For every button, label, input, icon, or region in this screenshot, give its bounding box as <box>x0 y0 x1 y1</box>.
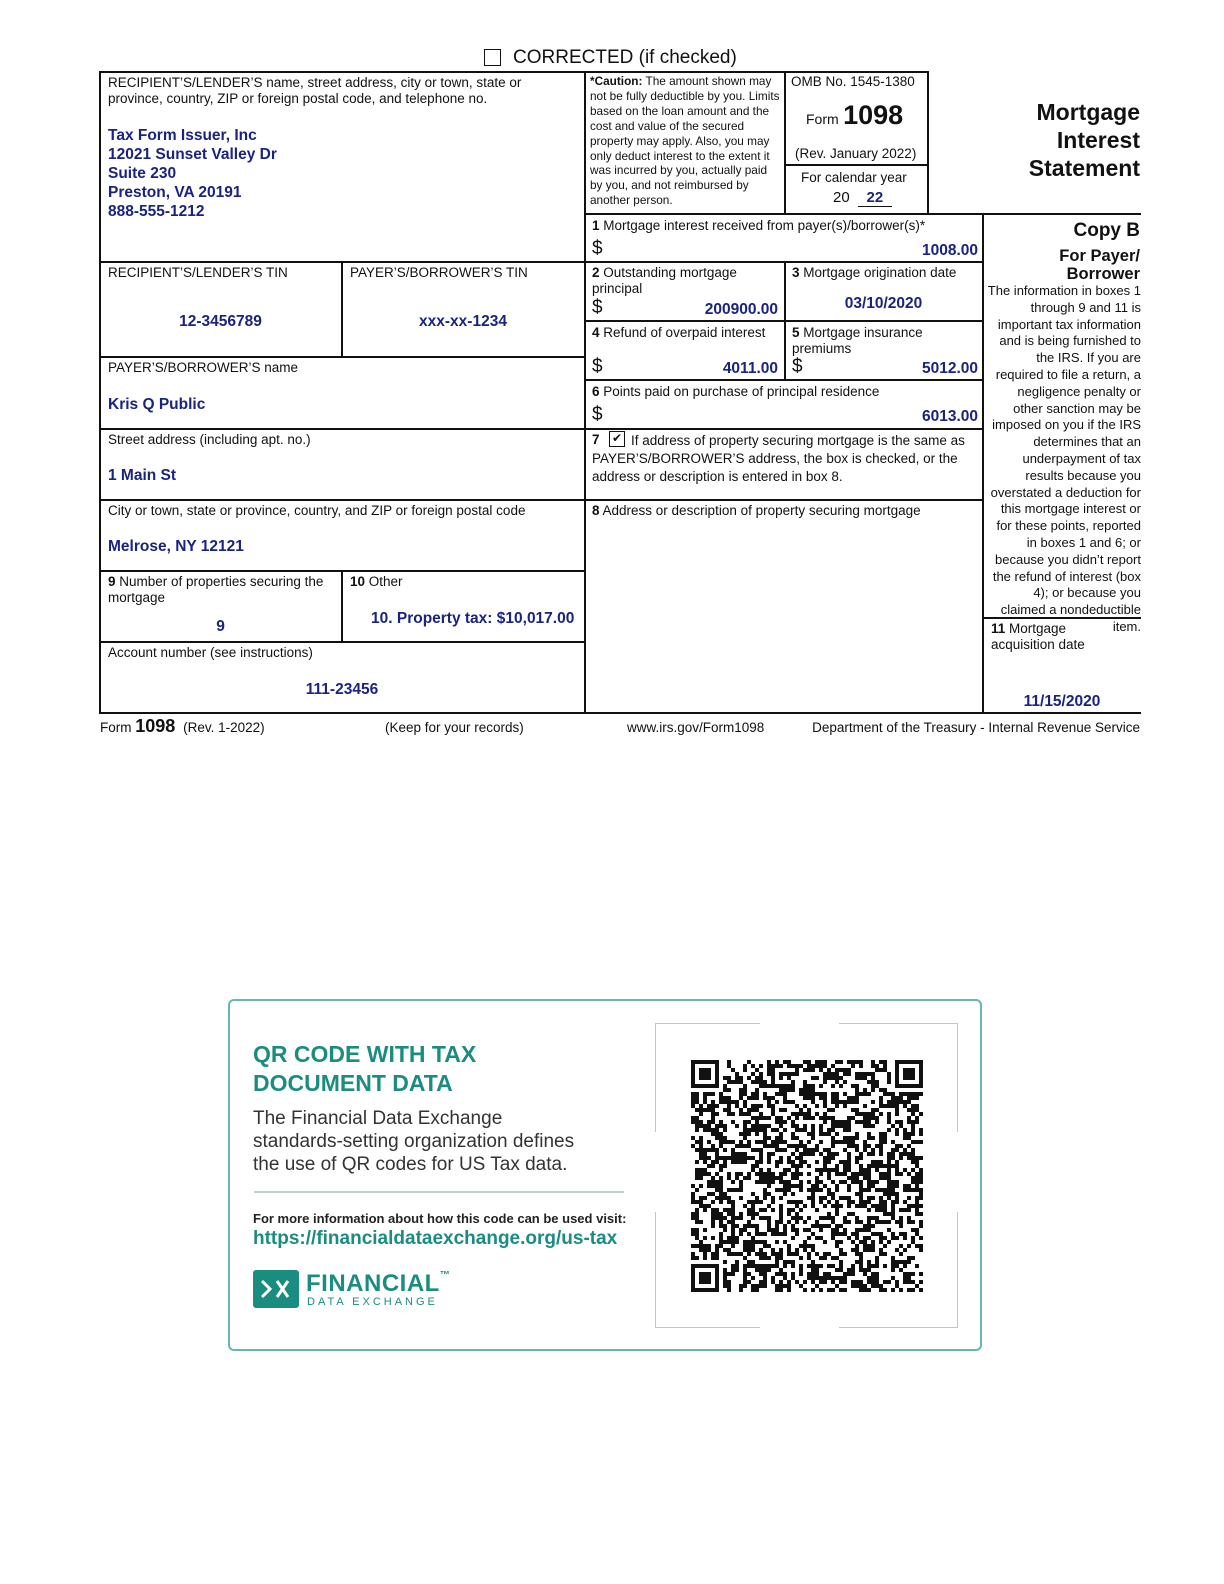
footer-url[interactable]: www.irs.gov/Form1098 <box>627 720 765 735</box>
box4-label <box>592 325 772 341</box>
box2-label <box>592 265 777 297</box>
divider-omb-right <box>927 71 929 213</box>
footer-dept: Department of the Treasury - Internal Revenue Service <box>812 720 1140 735</box>
box1-value: 1008.00 <box>921 242 978 259</box>
qr-heading <box>253 1040 476 1098</box>
caution-text <box>590 74 782 208</box>
box6-label <box>592 384 879 400</box>
box9-value: 9 <box>216 618 225 635</box>
footer-rev: (Rev. 1-2022) <box>183 720 265 735</box>
payer-tin-value: xxx-xx-1234 <box>419 313 507 330</box>
box9-num: 9 <box>108 574 116 589</box>
account-label: Account number (see instructions) <box>108 645 313 660</box>
title-line-2: Interest <box>1056 127 1140 153</box>
divider-box910 <box>341 570 343 641</box>
street-value: 1 Main St <box>108 467 177 484</box>
calendar-year-label: For calendar year <box>801 170 907 185</box>
box9-text: Number of properties securing the mortgage <box>108 574 324 605</box>
fdx-logo-icon <box>253 1270 299 1308</box>
box11-label <box>991 621 1131 653</box>
divider-omb <box>784 71 786 213</box>
box2-text: Outstanding mortgage principal <box>592 265 737 296</box>
box10-value: 10. Property tax: $10,017.00 <box>371 610 575 627</box>
recipient-line-4: Preston, VA 20191 <box>108 184 242 201</box>
box3-value: 03/10/2020 <box>844 295 923 312</box>
box6-text: Points paid on purchase of principal residence <box>599 384 880 399</box>
caution-head: *Caution: <box>590 74 643 88</box>
footer-form-word: Form <box>100 720 132 735</box>
copy-info: The information in boxes 1 through 9 and 11 is important tax information and is being furnished to the IRS. If you are required to file a return, a negligence penalty or other sanction may be imposed on you if the IRS determines that an underpayment of tax results because you overstated a deduction for this mortgage interest or for these points, reported in boxes 1 and 6; or because you didn’t report the refund of interest (box 4); or because you claimed a nondeductible item. <box>987 283 1141 634</box>
payer-name-label: PAYER’S/BORROWER’S name <box>108 360 299 375</box>
qr-description <box>253 1107 574 1176</box>
year-prefix: 20 <box>833 189 850 206</box>
title-line-3: Statement <box>1028 155 1140 181</box>
box10-num: 10 <box>350 574 366 589</box>
street-label: Street address (including apt. no.) <box>108 432 311 447</box>
payer-name-value: Kris Q Public <box>108 396 206 413</box>
copy-title: Copy B <box>1073 220 1140 241</box>
recipient-label: RECIPIENT’S/LENDER’S name, street address, city or town, state or province, country, ZIP or foreign postal code, and telephone no. <box>108 75 522 106</box>
box3-num: 3 <box>792 265 800 280</box>
fdx-logo-word <box>306 1270 450 1298</box>
box6-value: 6013.00 <box>921 408 978 425</box>
box8-text: Address or description of property securing mortgage <box>599 503 921 518</box>
frame-bottom <box>99 712 1141 714</box>
recipient-tin-value: 12-3456789 <box>179 313 262 330</box>
qr-desc-line-3: the use of QR codes for US Tax data. <box>253 1154 568 1175</box>
omb-cal-line <box>784 164 928 166</box>
footer-keep: (Keep for your records) <box>385 720 524 735</box>
city-value: Melrose, NY 12121 <box>108 538 244 555</box>
box4-currency: $ <box>592 356 603 377</box>
box1-text: Mortgage interest received from payer(s)/borrower(s)* <box>599 218 926 233</box>
recipient-line-1: Tax Form Issuer, Inc <box>108 127 257 144</box>
box5-text: Mortgage insurance premiums <box>792 325 923 356</box>
copy-for-line-1: For Payer/ <box>1059 247 1140 265</box>
box7-text: If address of property securing mortgage is the same as PAYER’S/BORROWER’S address, the box is checked, or the address or description is entered in box 8. <box>592 433 965 484</box>
copy-for-line-2: Borrower <box>1066 265 1140 283</box>
fdx-logo-text: FINANCIAL <box>306 1270 440 1297</box>
account-value: 111-23456 <box>305 681 379 698</box>
box1-currency: $ <box>592 238 603 259</box>
omb-rev: (Rev. January 2022) <box>795 146 917 161</box>
calendar-year <box>833 189 892 207</box>
recipient-line-5: 888-555-1212 <box>108 203 205 220</box>
box10-text: Other <box>365 574 403 589</box>
box11-num: 11 <box>991 621 1006 636</box>
box4-num: 4 <box>592 325 600 340</box>
qr-heading-line-1: QR CODE WITH TAX <box>253 1041 477 1067</box>
box1-label <box>592 218 925 234</box>
qr-desc-line-2: standards-setting organization defines <box>253 1131 575 1152</box>
qr-divider <box>254 1191 624 1193</box>
fdx-logo-sub: DATA EXCHANGE <box>307 1296 438 1308</box>
copy-for <box>1059 247 1140 283</box>
line-box4-top <box>584 320 983 322</box>
line-box2-top <box>99 261 983 263</box>
qr-link[interactable]: https://financialdataexchange.org/us-tax <box>253 1228 618 1249</box>
box3-label <box>792 265 956 281</box>
box5-num: 5 <box>792 325 800 340</box>
box2-value: 200900.00 <box>704 301 778 318</box>
box11-value: 11/15/2020 <box>1023 693 1101 710</box>
box9-label <box>108 574 338 606</box>
box2-currency: $ <box>592 297 603 318</box>
line-payer-name-top <box>99 356 585 358</box>
form-title <box>1029 98 1140 182</box>
footer-form-id <box>100 716 265 737</box>
box3-text: Mortgage origination date <box>799 265 957 280</box>
qr-more-info: For more information about how this code can be used visit: <box>253 1211 627 1226</box>
box5-value: 5012.00 <box>921 360 978 377</box>
box5-currency: $ <box>792 356 803 377</box>
line-box6-top <box>584 379 983 381</box>
fdx-logo-tm: ™ <box>439 1270 451 1281</box>
line-city-top <box>99 499 983 501</box>
box8-label <box>592 503 921 519</box>
qr-code-image <box>691 1060 923 1292</box>
form-word: Form <box>806 111 839 127</box>
payer-tin-label: PAYER’S/BORROWER’S TIN <box>350 265 528 280</box>
form-id <box>806 100 903 131</box>
box2-num: 2 <box>592 265 600 280</box>
divider-right <box>982 213 984 713</box>
box6-currency: $ <box>592 404 603 425</box>
line-box1-top <box>584 213 1141 215</box>
box7-label <box>592 432 977 486</box>
caution-body: The amount shown may not be fully deductible by you. Limits based on the loan amount and the cost and value of the secured property may apply. Also, you may only deduct interest to the extent it was incurred by you, actually paid by you, and not reimbursed by another person. <box>590 74 780 208</box>
qr-desc-line-1: The Financial Data Exchange <box>253 1108 503 1129</box>
recipient-tin-label: RECIPIENT’S/LENDER’S TIN <box>108 265 288 280</box>
box1-num: 1 <box>592 218 600 233</box>
divider-tins <box>341 261 343 357</box>
form-number: 1098 <box>843 100 904 130</box>
box4-text: Refund of overpaid interest <box>599 325 766 340</box>
box11-text: Mortgage acquisition date <box>991 621 1085 652</box>
corrected-checkbox[interactable] <box>484 49 501 66</box>
divider-main <box>584 71 586 713</box>
box8-num: 8 <box>592 503 600 518</box>
city-label: City or town, state or province, country, and ZIP or foreign postal code <box>108 503 526 518</box>
title-line-1: Mortgage <box>1036 99 1140 125</box>
qr-heading-line-2: DOCUMENT DATA <box>253 1070 453 1096</box>
line-account-top <box>99 641 585 643</box>
frame-top <box>99 71 929 73</box>
year-suffix: 22 <box>858 189 892 207</box>
line-street-top <box>99 428 983 430</box>
box10-label <box>350 574 403 590</box>
qr-modules <box>691 1060 923 1292</box>
omb-number: OMB No. 1545-1380 <box>791 74 915 89</box>
box6-num: 6 <box>592 384 600 399</box>
frame-left <box>99 71 101 713</box>
box7-num: 7 <box>592 432 600 447</box>
check-icon: ✔ <box>611 431 623 445</box>
box4-value: 4011.00 <box>722 360 778 377</box>
recipient-line-2: 12021 Sunset Valley Dr <box>108 146 277 163</box>
recipient-line-3: Suite 230 <box>108 165 177 182</box>
corrected-label: CORRECTED (if checked) <box>513 47 737 68</box>
footer-form-number: 1098 <box>135 716 176 736</box>
box5-label <box>792 325 972 357</box>
